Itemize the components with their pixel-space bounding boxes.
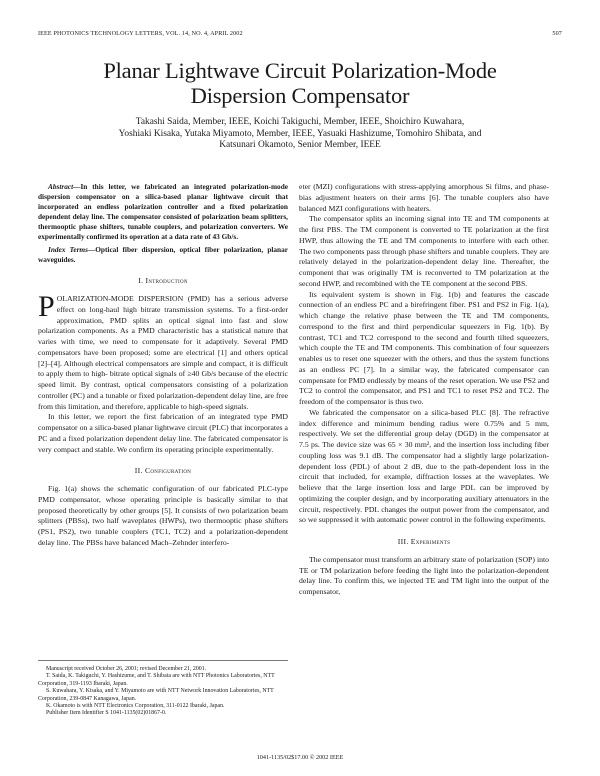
drop-cap: P [38, 290, 55, 323]
index-terms [38, 245, 288, 265]
page-number: 507 [552, 30, 562, 37]
config-paragraph-continued: eter (MZI) configurations with stress-applying amorphous Si films, and phase-bias adjustment heaters on their arms [6]. The tunable couplers also have balanced MZI configurations with heaters. [299, 182, 549, 213]
config-paragraph-2: The compensator splits an incoming signal into TE and TM components at the first PBS. The TM component is converted to TE polarization at the first HWP, thus allowing the TE and TM components to interfere with each other. The two components pass through phase shifters and tunable couplers. They are relatively delayed in the polarization-dependent delay line. Thereafter, the component that was originally TM is reconverted to TM polarization at the second HWP, and recombined with the TE component at the second PBS. [299, 214, 549, 288]
intro-paragraph-2: In this letter, we report the first fabrication of an integrated type PMD compensator on a silica-based planar lightwave circuit (PLC) that incorporates a PC and a fixed polarization dependent delay line. The fabricated compensator is very compact and stable. We confirm its operating principle experimentally. [38, 412, 288, 454]
footnotes [38, 660, 288, 718]
config-paragraph-4: We fabricated the compensator on a silica-based PLC [8]. The refractive index difference and minimum bending radius were 0.75% and 5 mm, respectively. We set the differential group delay (DGD) in the compensator at 7.5 ps. The device size was 65 × 30 mm², and the insertion loss including fiber coupling loss was 9.1 dB. The compensator had a slightly large polarization-dependent loss (PDL) of about 2 dB, due to the path-dependent loss in the circuit that included, for example, diffraction losses at the waveplates. We believe that the large insertion loss and large PDL can be improved by optimizing the coupler design, and by incorporating auxiliary attenuators in the circuit, respectively. PDL changes the output power from the compensator, and so we suppressed it with automatic power control in the following experiments. [299, 407, 549, 525]
footnote-manuscript: Manuscript received October 26, 2001; revised December 21, 2001. [46, 666, 207, 672]
footnote-affiliation-3: K. Okamoto is with NTT Electronics Corporation, 311-0122 Ibaraki, Japan. [46, 703, 225, 710]
footnote-affiliation-2: S. Kuwahara, Y. Kisaka, and Y. Miyamoto are with NTT Network Innovation Laboratories, NTT Corporation, 239-0847 Kanagawa, Japan. [38, 688, 274, 702]
authors-line-3: Katsunari Okamoto, Senior Member, IEEE [219, 140, 381, 151]
right-column [299, 182, 549, 598]
config-paragraph-1: Fig. 1(a) shows the schematic configuration of our fabricated PLC-type PMD compensator, whose operating principle is basically similar to that proposed theoretically by other groups [5]. It consists of two polarization beam splitters (PBSs), two half waveplates (HWPs), two thermooptic phase shifters (PS1, PS2), two tunable couplers (TC1, TC2) and a polarization-dependent delay line. The PBSs have balanced Mach–Zehnder interfero- [38, 484, 288, 547]
experiments-paragraph-1: The compensator must transform an arbitrary state of polarization (SOP) into TE or TM polarization before feeding the light into the polarization-dependent delay line. To confirm this, we injected TE and TM light into the output of the compensator, [299, 554, 549, 596]
footnote-publisher-id: Publisher Item Identifier S 1041-1135(02)01867-0. [46, 710, 167, 717]
authors-line-1: Takashi Saida, Member, IEEE, Koichi Takiguchi, Member, IEEE, Shoichiro Kuwahara, [135, 117, 465, 127]
left-column [38, 182, 288, 549]
title-line-1: Planar Lightwave Circuit Polarization-Mode [103, 58, 497, 83]
running-header [38, 30, 562, 37]
intro-paragraph-1 [38, 290, 288, 412]
abstract-label: Abstract— [48, 182, 81, 191]
journal-name: IEEE PHOTONICS TECHNOLOGY LETTERS, VOL. 14, NO. 4, APRIL 2002 [38, 30, 243, 37]
authors-line-2: Yoshiaki Kisaka, Yutaka Miyamoto, Member, IEEE, Yasuaki Hashizume, Tomohiro Shibata, and [118, 128, 482, 139]
section-heading-configuration: II. Configuration [134, 466, 192, 476]
section-heading-experiments: III. Experiments [397, 537, 451, 546]
author-list [40, 117, 560, 152]
abstract-text: In this letter, we fabricated an integrated polarization-mode dispersion compensator on a silica-based planar lightwave circuit that incorporated an endless polarization controller and a fixed polarization dependent delay line. The compensator consisted of polarization beam splitters, thermooptic phase shifters, tunable couplers, and polarization converters. We experimentally confirmed its operation at a data rate of 43 Gb/s. [38, 182, 288, 241]
copyright-footer: 1041-1135/02$17.00 © 2002 IEEE [256, 754, 344, 761]
intro-paragraph-1-text: OLARIZATION-MODE DISPERSION (PMD) has a serious adverse effect on long-haul high bitrate transmission systems. To a first-order approximation, PMD splits an optical signal into fast and slow polarization components. As a PMD characteristic has a statistical nature that varies with time, we need to compensate for it adaptively. Several PMD compensators have been proposed; some are electrical [1] and others optical [2]–[4]. Although electrical compensators are simple and compact, it is difficult to apply them to high- bitrate optical signals of ≥40 Gb/s because of the electric speed limit. By contrast, optical compensators consisting of a polarization controller (PC) and a tunable or fixed polarization-dependent delay line, are free from this limitation, and therefore, applicable to high-speed signals. [38, 294, 288, 411]
index-terms-label: Index Terms— [48, 245, 96, 255]
footnote-affiliation-1: T. Saida, K. Takiguchi, Y. Hashizume, and T. Shibata are with NTT Photonics Laboratories, NTT Corporation, 319-1193 Ibaraki, Japan. [38, 673, 275, 687]
section-heading-introduction: I. Introduction [138, 276, 188, 286]
config-paragraph-3: Its equivalent system is shown in Fig. 1(b) and features the cascade connection of an endless PC and a birefringent fiber. PS1 and PS2 in Fig. 1(a), which change the relative phase between the TE and TM components, correspond to the first and third perpendicular squeezers in Fig. 1(b). By contrast, TC1 and TC2 correspond to the second and fourth tilted squeezers, which couple the TE and TM components. This combination of four squeezers enables us to reset one squeezer with the others, and thus the system functions as an endless PC [7]. In a similar way, the fabricated compensator can compensate for PMD endlessly by means of the reset operation. We use PS2 and TC2 to control the compensator, and PS1 and TC1 to reset PS2 and TC2. The freedom of the compensator is thus two. [299, 289, 549, 406]
paper-title [0, 58, 600, 108]
index-terms-text: Optical fiber dispersion, optical fiber polarization, planar waveguides. [38, 245, 288, 265]
abstract [38, 182, 288, 241]
title-line-2: Dispersion Compensator [190, 83, 410, 108]
